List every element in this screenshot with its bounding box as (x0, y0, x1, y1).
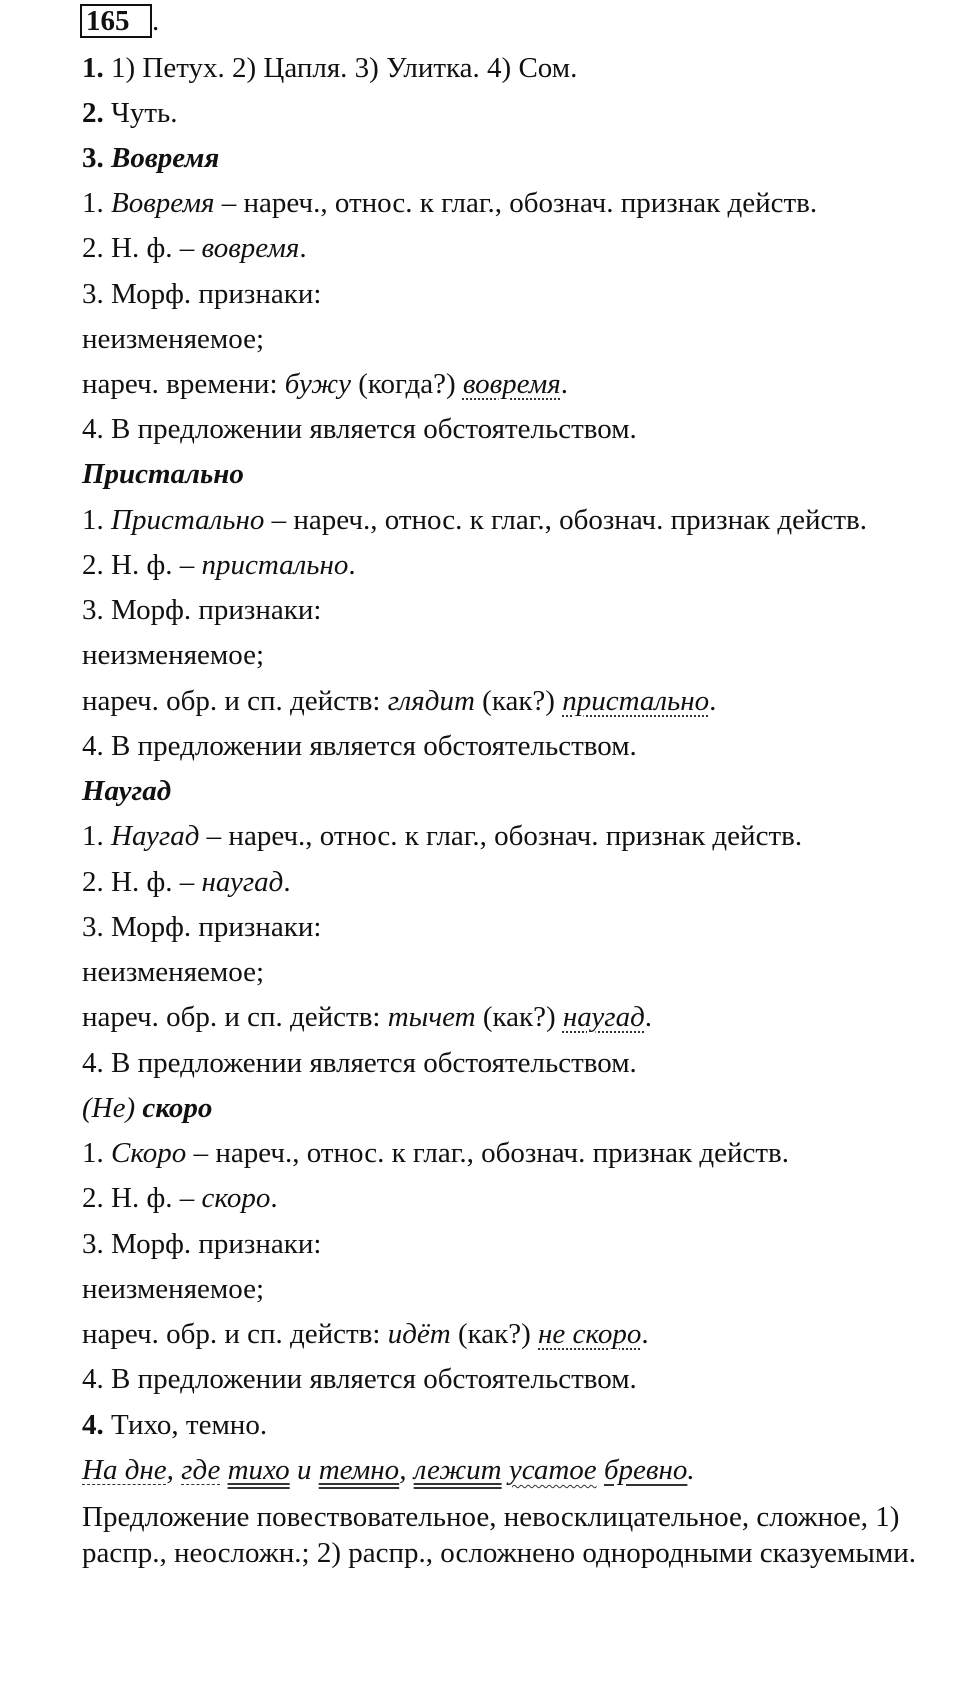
block-4-line-6: 4. В предложении является обстоятельством. (82, 1363, 637, 1395)
block-4-definition: – нареч., относ. к глаг., обознач. признак действ. (186, 1137, 789, 1169)
sentence-comma-2: , (399, 1454, 414, 1486)
answer-3-heading (82, 140, 219, 176)
task-number: 165 (86, 5, 130, 37)
answer-4-text: Тихо, темно. (103, 1409, 268, 1441)
block-3-line-4: неизменяемое; (82, 956, 265, 988)
sentence-attribute: усатое (508, 1454, 597, 1486)
block-3-nf-label: 2. Н. ф. – (82, 866, 202, 898)
parsed-sentence (82, 1452, 695, 1488)
block-3-question: (как?) (475, 1001, 563, 1033)
answer-4 (82, 1407, 267, 1443)
answer-3-word: Вовремя (111, 142, 220, 174)
block-3-line-5: нареч. обр. и сп. действ: тычет (как?) наугад. (82, 1001, 653, 1033)
sentence-period: . (687, 1454, 695, 1486)
block-2-line-1: 1. Пристально – нареч., относ. к глаг., обознач. признак действ. (82, 504, 867, 536)
sentence-space-2 (502, 1454, 509, 1486)
block-4-word: Скоро (111, 1137, 187, 1169)
block-3-adverb: наугад (562, 1001, 645, 1033)
block-1-line-6: 4. В предложении является обстоятельством. (82, 413, 637, 445)
block-3-nf-word: наугад (201, 866, 284, 898)
block-2-word: Пристально (111, 504, 265, 536)
block-2-verb: глядит (387, 685, 475, 717)
block-1-question: (когда?) (350, 368, 463, 400)
block-4-type: нареч. обр. и сп. действ: (82, 1318, 388, 1350)
answer-2-number: 2. (82, 97, 104, 129)
block-4-line-4: неизменяемое; (82, 1273, 265, 1305)
block-4-line-2: 2. Н. ф. – скоро. (82, 1182, 278, 1214)
block-3-line-3: 3. Морф. признаки: (82, 911, 322, 943)
block-2-definition: – нареч., относ. к глаг., обознач. признак действ. (264, 504, 867, 536)
sentence-adverbial-1: На дне (82, 1454, 167, 1486)
sentence-subject: бревно (603, 1454, 688, 1486)
block-4-question: (как?) (450, 1318, 539, 1350)
block-3-verb: тычет (387, 1001, 476, 1033)
answer-1-number: 1. (82, 52, 104, 84)
sentence-analysis: Предложение повествовательное, невосклицательное, сложное, 1) распр., неосложн.; 2) распр., осложнено однородными сказуемыми. (82, 1501, 916, 1569)
block-1-nf-word: вовремя (201, 232, 300, 264)
block-2-nf-label: 2. Н. ф. – (82, 549, 202, 581)
block-4-adverb: не скоро (538, 1318, 642, 1350)
sentence-conjunction: и (289, 1454, 319, 1486)
block-2-nf-word: пристально (201, 549, 349, 581)
block-2-type: нареч. обр. и сп. действ: (82, 685, 388, 717)
block-1-definition: – нареч., относ. к глаг., обознач. признак действ. (214, 187, 818, 219)
sentence-adverbial-2: где (181, 1454, 221, 1486)
answer-1-text: 1) Петух. 2) Цапля. 3) Улитка. 4) Сом. (103, 52, 578, 84)
sentence-predicate-2: темно (318, 1454, 400, 1486)
block-4-heading-word: скоро (142, 1092, 213, 1124)
block-4-line-1: 1. Скоро – нареч., относ. к глаг., обознач. признак действ. (82, 1137, 789, 1169)
block-2-heading (82, 456, 244, 492)
block-3-line-6: 4. В предложении является обстоятельством. (82, 1047, 637, 1079)
answer-2-text: Чуть. (103, 97, 178, 129)
sentence-space-3 (597, 1454, 604, 1486)
task-number-dot: . (152, 5, 160, 37)
answer-4-number: 4. (82, 1409, 104, 1441)
block-1-type: нареч. времени: (82, 368, 285, 400)
block-3-definition: – нареч., относ. к глаг., обознач. признак действ. (199, 820, 803, 852)
block-4-nf-word: скоро (201, 1182, 271, 1214)
block-2-line-6: 4. В предложении является обстоятельством. (82, 730, 637, 762)
answer-3-number: 3. (82, 142, 104, 174)
block-3-heading-word: Наугад (82, 775, 172, 807)
block-4-nf-label: 2. Н. ф. – (82, 1182, 202, 1214)
answer-2 (82, 95, 178, 131)
sentence-predicate-3: лежит (413, 1454, 502, 1486)
task-number-box (80, 4, 152, 38)
sentence-space-1 (220, 1454, 227, 1486)
block-2-line-5: нареч. обр. и сп. действ: глядит (как?) пристально. (82, 685, 717, 717)
block-2-heading-word: Пристально (82, 458, 244, 490)
block-1-line-5: нареч. времени: бужу (когда?) вовремя. (82, 368, 569, 400)
block-1-adverb: вовремя (462, 368, 561, 400)
sentence-predicate-1: тихо (227, 1454, 290, 1486)
block-2-question: (как?) (474, 685, 563, 717)
block-1-line-3: 3. Морф. признаки: (82, 278, 322, 310)
block-2-adverb: пристально (562, 685, 710, 717)
block-3-word: Наугад (111, 820, 200, 852)
block-3-line-2: 2. Н. ф. – наугад. (82, 866, 291, 898)
block-1-word: Вовремя (111, 187, 215, 219)
block-2-line-2: 2. Н. ф. – пристально. (82, 549, 356, 581)
block-4-heading (82, 1090, 212, 1126)
block-4-line-5: нареч. обр. и сп. действ: идёт (как?) не скоро. (82, 1318, 649, 1350)
sentence-comma-1: , (166, 1454, 182, 1486)
block-4-heading-prefix: (Не) (82, 1092, 143, 1124)
block-3-type: нареч. обр. и сп. действ: (82, 1001, 388, 1033)
block-2-line-4: неизменяемое; (82, 639, 265, 671)
block-1-nf-label: 2. Н. ф. – (82, 232, 202, 264)
block-2-line-3: 3. Морф. признаки: (82, 594, 322, 626)
block-1-line-2: 2. Н. ф. – вовремя. (82, 232, 307, 264)
block-4-line-3: 3. Морф. признаки: (82, 1228, 322, 1260)
block-3-line-1: 1. Наугад – нареч., относ. к глаг., обознач. признак действ. (82, 820, 803, 852)
block-1-line-1: 1. Вовремя – нареч., относ. к глаг., обознач. признак действ. (82, 187, 818, 219)
block-1-line-4: неизменяемое; (82, 323, 265, 355)
answer-1 (82, 50, 577, 86)
block-4-verb: идёт (387, 1318, 451, 1350)
block-1-verb: бужу (284, 368, 351, 400)
block-3-heading (82, 773, 171, 809)
